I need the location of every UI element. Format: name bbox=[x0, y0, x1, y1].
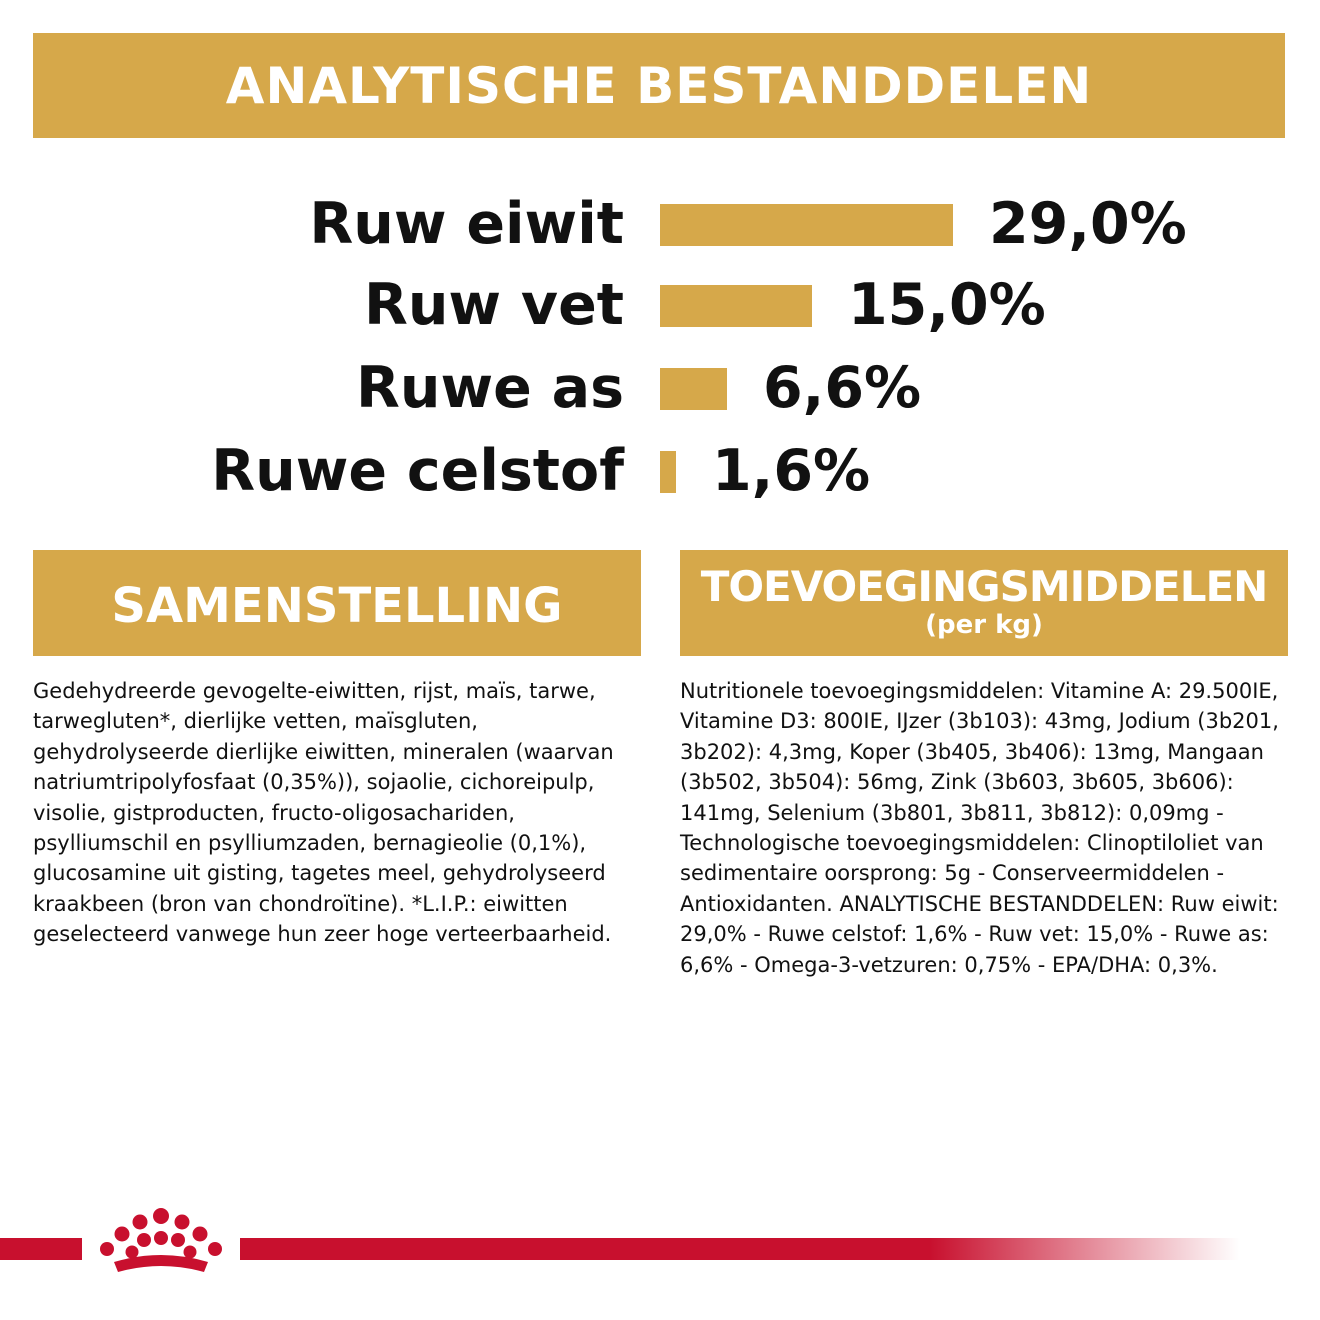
additives-text: Nutritionele toevoegingsmiddelen: Vitamine A: 29.500IE, Vitamine D3: 800IE, IJzer (3b103): 43mg, Jodium (3b201, 3b202): 4,3mg, Koper (3b405, 3b406): 13mg, Mangaan (3b502, 3b504): 56mg, Zink (3b603, 3b605, 3b606): 141mg, Selenium (3b801, 3b811, 3b812): 0,09mg - Technologische toevoegingsmiddelen: Clinoptiloliet van sedimentaire oorsprong: 5g - Conserveermiddelen - Antioxidanten. ANALYTISCHE BESTANDDELEN: Ruw eiwit: 29,0% - Ruwe celstof: 1,6% - Ruw vet: 15,0% - Ruwe as: 6,6% - Omega-3-vetzuren: 0,75% - EPA/DHA: 0,3%. bbox=[680, 679, 1279, 977]
composition-text: Gedehydreerde gevogelte-eiwitten, rijst, maïs, tarwe, tarwegluten*, dierlijke vetten, maïsgluten, gehydrolyseerde dierlijke eiwitten, mineralen (waarvan natriumtripolyfosfaat (0,35%)), sojaolie, cichoreipulp, visolie, gistproducten, fructo-oligosachariden, psylliumschil en psylliumzaden, bernagieolie (0,1%), glucosamine uit gisting, tagetes meel, gehydrolyseerd kraakbeen (bron van chondroïtine). *L.I.P.: eiwitten geselecteerd vanwege hun zeer hoge verteerbaarheid. bbox=[33, 679, 614, 947]
analytic-title: ANALYTISCHE BESTANDDELEN bbox=[225, 56, 1093, 115]
nutrient-label: Ruwe celstof bbox=[211, 438, 624, 504]
nutrient-row bbox=[0, 431, 1320, 511]
composition-banner bbox=[33, 550, 641, 656]
royal-canin-crown-icon bbox=[82, 1200, 240, 1290]
analytic-banner bbox=[33, 33, 1285, 138]
nutrient-row bbox=[0, 184, 1320, 264]
nutrient-value: 1,6% bbox=[712, 438, 871, 504]
additives-subtitle: (per kg) bbox=[925, 610, 1043, 640]
crown-icon bbox=[82, 1200, 240, 1290]
nutrient-value: 6,6% bbox=[763, 355, 922, 421]
nutrient-value: 15,0% bbox=[848, 272, 1046, 338]
nutrient-row bbox=[0, 265, 1320, 345]
composition-title: SAMENSTELLING bbox=[111, 578, 563, 634]
nutrient-bar bbox=[660, 204, 953, 246]
nutrient-label: Ruw vet bbox=[363, 272, 624, 338]
nutrient-value: 29,0% bbox=[989, 191, 1187, 257]
nutrient-row bbox=[0, 348, 1320, 428]
nutrient-bar bbox=[660, 451, 676, 493]
nutrient-label: Ruwe as bbox=[355, 355, 624, 421]
nutrient-bar bbox=[660, 285, 812, 327]
additives-title: TOEVOEGINGSMIDDELEN bbox=[700, 562, 1268, 611]
nutrient-label: Ruw eiwit bbox=[309, 191, 624, 257]
nutrient-bar bbox=[660, 368, 727, 410]
additives-banner bbox=[680, 550, 1288, 656]
